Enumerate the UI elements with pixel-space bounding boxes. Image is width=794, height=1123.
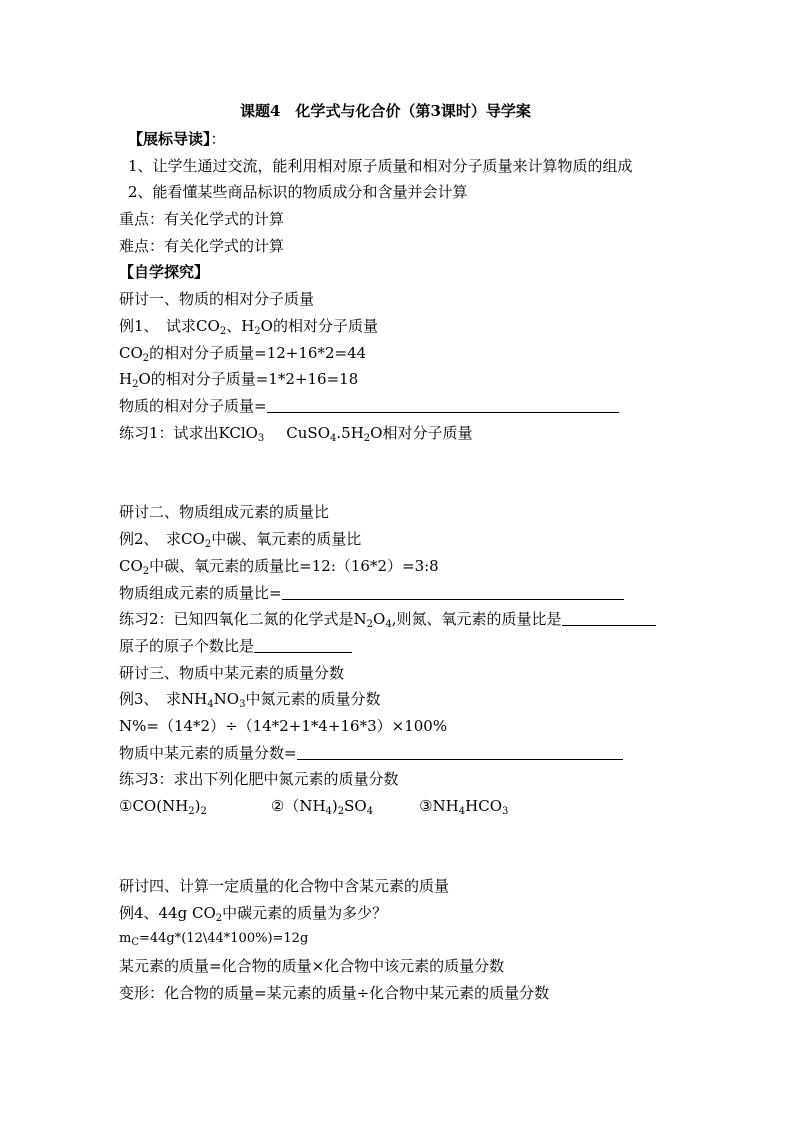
fertilizer-3: $③NH_4HCO_3$ [419,797,509,817]
s4-rule: 某元素的质量=化合物的质量×化合物中该元素的质量分数 [119,957,505,975]
fertilizer-1: $①CO(NH_2)_2$ [119,797,207,817]
s2-rule-text: 物质组成元素的质量比= [119,584,282,602]
s3-ex-b: NO [213,690,240,708]
answer-blank[interactable] [562,610,656,626]
s1-h2o-a: H [119,370,133,388]
answer-blank[interactable] [297,744,623,760]
sub-c: C [131,937,139,948]
s1-ex-c: O的相对分子质量 [260,317,378,335]
s2-ex-b: 中碳、氧元素的质量比 [211,530,362,548]
s1-ex-a: 例1、 试求CO [119,317,220,335]
s3-rule-text: 物质中某元素的质量分数= [119,744,297,762]
s4-ex-b: 中碳元素的质量为多少？ [222,904,388,922]
s1-h2o-b: O的相对分子质量=1*2+16=18 [138,370,359,388]
sub-3: 3 [257,433,265,444]
answer-blank[interactable] [254,637,352,653]
s3-title: 研讨三、物质中某元素的质量分数 [119,664,345,682]
s1-co2-calc [119,343,366,363]
sub-2: 2 [204,539,212,550]
s2-ex-a: 例2、 求CO [119,530,205,548]
s4-calc-a: m [119,931,132,946]
s2-practice [119,609,656,629]
sub-2: 2 [219,326,227,337]
sub-2: 2 [363,433,371,444]
s3-ex-a: 例3、 求NH [119,690,208,708]
s2-practice-c: ,则氮、氧元素的质量比是 [391,610,562,628]
s4-title: 研讨四、计算一定质量的化合物中含某元素的质量 [119,877,450,895]
s2-practice-d: 原子的原子个数比是 [119,637,255,655]
s1-practice-c: .5H [336,424,364,442]
s4-ex-a: 例4、44g CO [119,904,216,922]
key-point: 重点：有关化学式的计算 [119,210,285,228]
s4-variant: 变形：化合物的质量=某元素的质量÷化合物中某元素的质量分数 [119,984,550,1002]
page-title: 课题4 化学式与化合价（第3课时）导学案 [240,102,531,120]
s2-calc-a: CO [119,557,143,575]
s2-practice-a: 练习2：已知四氧化二氮的化学式是N [119,610,367,628]
s1-rule-text: 物质的相对分子质量= [119,397,267,415]
s3-example [119,689,380,709]
s3-ex-c: 中氮元素的质量分数 [245,690,381,708]
s4-calc [119,929,308,949]
s3-fertilizers [119,796,508,816]
sub-4: 4 [207,699,214,710]
goal-item-2: 2、能看懂某些商品标识的物质成分和含量并会计算 [128,183,468,201]
s3-calc: N%=（14*2）÷（14*2+1*4+16*3）×100% [119,717,448,735]
answer-blank[interactable] [282,584,624,600]
s3-rule [119,743,623,763]
s1-practice [119,423,472,443]
fertilizer-2: $②(NH_4)_2SO_4$ [270,797,374,817]
s1-practice-b: CuSO [286,424,331,442]
s2-example [119,529,361,549]
s1-example [119,316,378,336]
goals-heading [128,129,226,149]
s2-calc [119,556,439,576]
sub-2: 2 [142,566,150,577]
sub-3: 3 [239,699,246,710]
s1-rule [119,396,619,416]
s2-rule [119,583,624,603]
s2-practice-b: O [373,610,386,628]
s1-co2-a: CO [119,344,143,362]
difficulty: 难点：有关化学式的计算 [119,237,285,255]
s1-co2-b: 的相对分子质量=12+16*2=44 [149,344,367,362]
sub-4: 4 [385,619,392,630]
sub-2: 2 [215,913,223,924]
sub-2: 2 [366,619,374,630]
s2-calc-b: 中碳、氧元素的质量比=12:（16*2）=3:8 [149,557,439,575]
goals-heading-text: 【展标导读】 [128,130,211,148]
sub-4: 4 [330,433,337,444]
goal-item-1: 1、让学生通过交流，能利用相对原子质量和相对分子质量来计算物质的组成 [128,157,633,175]
s2-practice-cont [119,636,352,656]
self-study-heading: 【自学探究】 [119,263,210,281]
s1-h2o-calc [119,369,358,389]
s2-title: 研讨二、物质组成元素的质量比 [119,503,330,521]
goals-colon: ： [210,130,226,148]
sub-2: 2 [132,379,139,390]
s4-example [119,903,387,923]
s1-practice-a: 练习1：试求出KClO [119,424,258,442]
answer-blank[interactable] [267,397,619,413]
s1-title: 研讨一、物质的相对分子质量 [119,290,315,308]
s3-practice: 练习3：求出下列化肥中氮元素的质量分数 [119,770,399,788]
s1-practice-d: O相对分子质量 [370,424,473,442]
s4-calc-b: =44g*(12\44*100%)=12g [138,931,309,946]
s1-ex-b: 、H [226,317,255,335]
sub-2: 2 [142,353,150,364]
sub-2: 2 [254,326,261,337]
